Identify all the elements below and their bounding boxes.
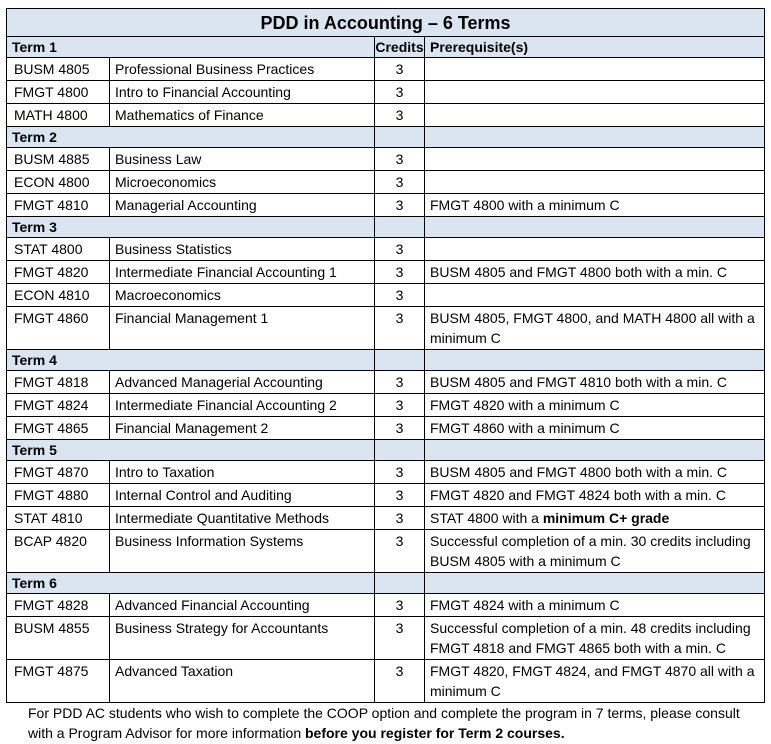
course-name: Macroeconomics xyxy=(110,284,375,307)
program-table-container xyxy=(6,8,764,703)
course-credits: 3 xyxy=(375,194,425,217)
course-name: Financial Management 1 xyxy=(110,307,375,350)
credits-header: Credits xyxy=(375,37,425,58)
course-name: Advanced Financial Accounting xyxy=(110,594,375,617)
term-label: Term 3 xyxy=(7,217,375,238)
course-code: FMGT 4860 xyxy=(7,307,110,350)
table-title: PDD in Accounting – 6 Terms xyxy=(7,9,765,37)
course-prereq xyxy=(425,238,765,261)
prereq-text: FMGT 4820 with a minimum C xyxy=(430,397,620,413)
course-credits: 3 xyxy=(375,507,425,530)
course-code: FMGT 4824 xyxy=(7,394,110,417)
term-header-row xyxy=(7,350,765,371)
course-row xyxy=(7,104,765,127)
course-prereq xyxy=(425,284,765,307)
course-row xyxy=(7,617,765,660)
course-code: FMGT 4820 xyxy=(7,261,110,284)
term-header-blank xyxy=(375,217,425,238)
prereq-text: FMGT 4824 with a minimum C xyxy=(430,597,620,613)
course-name: Intermediate Financial Accounting 1 xyxy=(110,261,375,284)
prereq-text: BUSM 4805 and FMGT 4800 both with a min. C xyxy=(430,264,727,280)
course-code: FMGT 4818 xyxy=(7,371,110,394)
term-header-row xyxy=(7,573,765,594)
term-label: Term 5 xyxy=(7,440,375,461)
course-row xyxy=(7,148,765,171)
course-code: ECON 4810 xyxy=(7,284,110,307)
course-row xyxy=(7,371,765,394)
course-name: Business Strategy for Accountants xyxy=(110,617,375,660)
course-prereq xyxy=(425,104,765,127)
course-prereq xyxy=(425,660,765,703)
course-code: STAT 4810 xyxy=(7,507,110,530)
table-body xyxy=(7,37,765,703)
course-row xyxy=(7,284,765,307)
course-code: FMGT 4828 xyxy=(7,594,110,617)
course-name: Intro to Taxation xyxy=(110,461,375,484)
course-prereq xyxy=(425,81,765,104)
course-credits: 3 xyxy=(375,58,425,81)
course-row xyxy=(7,484,765,507)
course-prereq xyxy=(425,617,765,660)
course-name: Microeconomics xyxy=(110,171,375,194)
term-header-row xyxy=(7,37,765,58)
course-name: Intermediate Quantitative Methods xyxy=(110,507,375,530)
course-code: FMGT 4875 xyxy=(7,660,110,703)
course-name: Financial Management 2 xyxy=(110,417,375,440)
course-name: Intro to Financial Accounting xyxy=(110,81,375,104)
course-row xyxy=(7,660,765,703)
course-code: FMGT 4800 xyxy=(7,81,110,104)
course-name: Advanced Managerial Accounting xyxy=(110,371,375,394)
course-code: BUSM 4805 xyxy=(7,58,110,81)
prereq-text: BUSM 4805 and FMGT 4810 both with a min. C xyxy=(430,374,727,390)
prereq-text: BUSM 4805, FMGT 4800, and MATH 4800 all with a minimum C xyxy=(430,310,755,346)
course-prereq xyxy=(425,417,765,440)
term-label: Term 6 xyxy=(7,573,375,594)
course-name: Business Information Systems xyxy=(110,530,375,573)
course-prereq xyxy=(425,148,765,171)
program-table xyxy=(6,8,765,703)
term-header-blank xyxy=(425,440,765,461)
course-prereq xyxy=(425,194,765,217)
term-header-row xyxy=(7,127,765,148)
footnote-text: For PDD AC students who wish to complete the COOP option and complete the program in 7 terms, please consult with a Program Advisor for more information xyxy=(28,705,740,741)
course-credits: 3 xyxy=(375,417,425,440)
course-credits: 3 xyxy=(375,484,425,507)
course-credits: 3 xyxy=(375,284,425,307)
term-header-blank xyxy=(425,573,765,594)
prereq-text: FMGT 4820, FMGT 4824, and FMGT 4870 all with a minimum C xyxy=(430,663,755,699)
course-prereq xyxy=(425,530,765,573)
course-row xyxy=(7,238,765,261)
prereq-text: Successful completion of a min. 48 credits including FMGT 4818 and FMGT 4865 both with a min. C xyxy=(430,620,751,656)
course-prereq xyxy=(425,171,765,194)
course-row xyxy=(7,58,765,81)
course-credits: 3 xyxy=(375,238,425,261)
footnote-bold: before you register for Term 2 courses. xyxy=(305,725,565,741)
course-row xyxy=(7,530,765,573)
course-code: FMGT 4880 xyxy=(7,484,110,507)
prereq-text: BUSM 4805 and FMGT 4800 both with a min. C xyxy=(430,464,727,480)
course-code: BUSM 4855 xyxy=(7,617,110,660)
course-credits: 3 xyxy=(375,371,425,394)
course-code: ECON 4800 xyxy=(7,171,110,194)
course-row xyxy=(7,417,765,440)
term-header-blank xyxy=(425,127,765,148)
course-code: BUSM 4885 xyxy=(7,148,110,171)
term-label: Term 4 xyxy=(7,350,375,371)
term-label: Term 2 xyxy=(7,127,375,148)
course-code: FMGT 4870 xyxy=(7,461,110,484)
course-prereq xyxy=(425,461,765,484)
course-name: Business Statistics xyxy=(110,238,375,261)
prereq-text: Successful completion of a min. 30 credits including BUSM 4805 with a minimum C xyxy=(430,533,751,569)
term-header-blank xyxy=(425,217,765,238)
course-row xyxy=(7,594,765,617)
course-row xyxy=(7,81,765,104)
course-credits: 3 xyxy=(375,171,425,194)
course-credits: 3 xyxy=(375,394,425,417)
course-credits: 3 xyxy=(375,530,425,573)
term-header-row xyxy=(7,217,765,238)
course-prereq xyxy=(425,58,765,81)
course-row xyxy=(7,394,765,417)
course-row xyxy=(7,461,765,484)
course-name: Advanced Taxation xyxy=(110,660,375,703)
course-row xyxy=(7,507,765,530)
course-credits: 3 xyxy=(375,660,425,703)
prereq-text: STAT 4800 with a xyxy=(430,510,543,526)
prereq-text: FMGT 4800 with a minimum C xyxy=(430,197,620,213)
course-code: FMGT 4810 xyxy=(7,194,110,217)
term-header-blank xyxy=(375,350,425,371)
course-name: Intermediate Financial Accounting 2 xyxy=(110,394,375,417)
course-code: MATH 4800 xyxy=(7,104,110,127)
course-code: BCAP 4820 xyxy=(7,530,110,573)
course-name: Business Law xyxy=(110,148,375,171)
course-credits: 3 xyxy=(375,148,425,171)
course-code: STAT 4800 xyxy=(7,238,110,261)
course-row xyxy=(7,194,765,217)
footnote xyxy=(28,703,768,743)
course-row xyxy=(7,171,765,194)
term-header-row xyxy=(7,440,765,461)
course-row xyxy=(7,307,765,350)
course-row xyxy=(7,261,765,284)
prereq-header: Prerequisite(s) xyxy=(425,37,765,58)
course-name: Professional Business Practices xyxy=(110,58,375,81)
course-name: Internal Control and Auditing xyxy=(110,484,375,507)
course-credits: 3 xyxy=(375,594,425,617)
course-credits: 3 xyxy=(375,307,425,350)
term-header-blank xyxy=(425,350,765,371)
term-header-blank xyxy=(375,127,425,148)
course-prereq xyxy=(425,507,765,530)
term-label: Term 1 xyxy=(7,37,375,58)
course-code: FMGT 4865 xyxy=(7,417,110,440)
term-header-blank xyxy=(375,573,425,594)
course-name: Managerial Accounting xyxy=(110,194,375,217)
course-credits: 3 xyxy=(375,81,425,104)
prereq-text: FMGT 4860 with a minimum C xyxy=(430,420,620,436)
prereq-text: FMGT 4820 and FMGT 4824 both with a min. C xyxy=(430,487,726,503)
course-credits: 3 xyxy=(375,461,425,484)
prereq-bold-text: minimum C+ grade xyxy=(542,510,670,526)
course-prereq xyxy=(425,261,765,284)
course-prereq xyxy=(425,371,765,394)
term-header-blank xyxy=(375,440,425,461)
course-name: Mathematics of Finance xyxy=(110,104,375,127)
course-prereq xyxy=(425,307,765,350)
course-credits: 3 xyxy=(375,104,425,127)
course-credits: 3 xyxy=(375,617,425,660)
course-prereq xyxy=(425,594,765,617)
course-prereq xyxy=(425,394,765,417)
course-credits: 3 xyxy=(375,261,425,284)
course-prereq xyxy=(425,484,765,507)
